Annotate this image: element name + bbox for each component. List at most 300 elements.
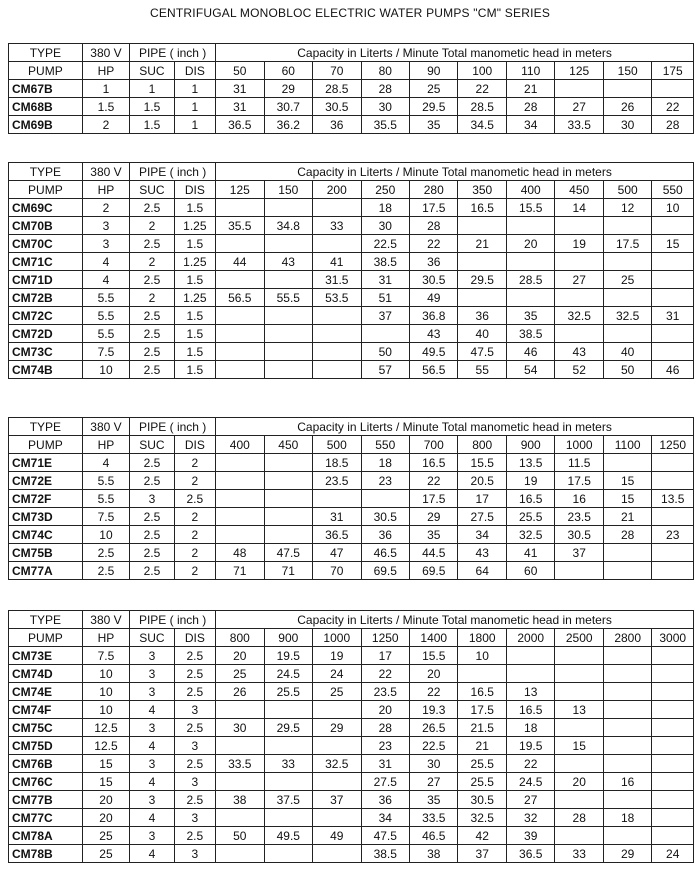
capacity-header: 50: [216, 62, 264, 80]
head-value-cell: [361, 325, 409, 343]
capacity-header: 150: [264, 181, 312, 199]
capacity-header: 90: [410, 62, 458, 80]
hp-cell: 3: [82, 217, 129, 235]
head-value-cell: 17.5: [410, 199, 458, 217]
head-value-cell: [216, 307, 264, 325]
head-value-cell: [652, 508, 694, 526]
suc-cell: 2.5: [130, 361, 174, 379]
suc-cell: 3: [130, 490, 174, 508]
model-cell: CM77A: [9, 562, 83, 580]
head-value-cell: 28.5: [313, 80, 361, 98]
head-value-cell: 33.5: [555, 116, 603, 134]
head-value-cell: [506, 665, 554, 683]
suc-cell: 3: [130, 665, 174, 683]
head-value-cell: 30.5: [410, 271, 458, 289]
dis-cell: 2.5: [174, 683, 215, 701]
head-value-cell: 23.5: [555, 508, 603, 526]
capacity-header: 80: [361, 62, 409, 80]
hp-cell: 4: [82, 253, 129, 271]
capacity-header: 125: [216, 181, 264, 199]
head-value-cell: [216, 845, 264, 863]
head-value-cell: 26: [216, 683, 264, 701]
head-value-cell: [652, 647, 694, 665]
dis-cell: 2: [174, 508, 215, 526]
dis-cell: 3: [174, 773, 215, 791]
dis-cell: 1.25: [174, 217, 215, 235]
table-row: [9, 665, 694, 683]
head-value-cell: [264, 361, 312, 379]
capacity-header: 900: [506, 436, 554, 454]
model-cell: CM75D: [9, 737, 83, 755]
header-row-2: [9, 629, 694, 647]
head-value-cell: [313, 361, 361, 379]
header-row-2: [9, 181, 694, 199]
model-cell: CM72E: [9, 472, 83, 490]
head-value-cell: [216, 271, 264, 289]
hp-cell: 7.5: [82, 508, 129, 526]
head-value-cell: 10: [652, 199, 694, 217]
head-value-cell: 27: [555, 271, 603, 289]
head-value-cell: 19: [555, 235, 603, 253]
head-value-cell: 30: [410, 755, 458, 773]
model-cell: CM72F: [9, 490, 83, 508]
capacity-header: 100: [458, 62, 506, 80]
hp-cell: 5.5: [82, 490, 129, 508]
head-value-cell: 41: [506, 544, 554, 562]
head-value-cell: [603, 562, 651, 580]
head-value-cell: [652, 343, 694, 361]
table-row: [9, 526, 694, 544]
head-value-cell: [555, 253, 603, 271]
head-value-cell: 46.5: [361, 544, 409, 562]
header-pipe: PIPE ( inch ): [130, 611, 216, 629]
hp-cell: 5.5: [82, 289, 129, 307]
head-value-cell: 32: [506, 809, 554, 827]
head-value-cell: 47.5: [264, 544, 312, 562]
head-value-cell: 20: [555, 773, 603, 791]
head-value-cell: 21: [458, 235, 506, 253]
table-row: [9, 289, 694, 307]
capacity-header: 450: [555, 181, 603, 199]
head-value-cell: 24.5: [506, 773, 554, 791]
dis-cell: 2.5: [174, 827, 215, 845]
head-value-cell: 49.5: [264, 827, 312, 845]
head-value-cell: 37: [313, 791, 361, 809]
head-value-cell: 38.5: [506, 325, 554, 343]
head-value-cell: [313, 701, 361, 719]
head-value-cell: 31: [361, 271, 409, 289]
head-value-cell: [506, 217, 554, 235]
head-value-cell: 49.5: [410, 343, 458, 361]
dis-cell: 2: [174, 562, 215, 580]
dis-cell: 2: [174, 544, 215, 562]
head-value-cell: 69.5: [410, 562, 458, 580]
table-row: [9, 472, 694, 490]
suc-cell: 3: [130, 755, 174, 773]
head-value-cell: 57: [361, 361, 409, 379]
head-value-cell: 33: [313, 217, 361, 235]
suc-cell: 4: [130, 737, 174, 755]
head-value-cell: 25.5: [458, 755, 506, 773]
head-value-cell: 30: [603, 116, 651, 134]
dis-cell: 2: [174, 526, 215, 544]
head-value-cell: 20: [410, 665, 458, 683]
model-cell: CM69C: [9, 199, 83, 217]
head-value-cell: 44.5: [410, 544, 458, 562]
header-row-1: [9, 163, 694, 181]
dis-cell: 1.25: [174, 289, 215, 307]
hp-cell: 4: [82, 454, 129, 472]
head-value-cell: 25: [216, 665, 264, 683]
head-value-cell: 19.3: [410, 701, 458, 719]
model-cell: CM71C: [9, 253, 83, 271]
hp-cell: 4: [82, 271, 129, 289]
hp-cell: 5.5: [82, 325, 129, 343]
head-value-cell: [216, 199, 264, 217]
head-value-cell: 19.5: [506, 737, 554, 755]
head-value-cell: 29.5: [264, 719, 312, 737]
head-value-cell: [652, 454, 694, 472]
model-cell: CM74F: [9, 701, 83, 719]
head-value-cell: 23.5: [313, 472, 361, 490]
head-value-cell: [652, 665, 694, 683]
head-value-cell: 35: [410, 526, 458, 544]
head-value-cell: [603, 544, 651, 562]
head-value-cell: 50: [361, 343, 409, 361]
head-value-cell: 11.5: [555, 454, 603, 472]
hp-cell: 2: [82, 116, 129, 134]
head-value-cell: 30.5: [313, 98, 361, 116]
table-row: [9, 791, 694, 809]
head-value-cell: 32.5: [603, 307, 651, 325]
header-hp: HP: [82, 181, 129, 199]
head-value-cell: 15: [555, 737, 603, 755]
head-value-cell: 29.5: [410, 98, 458, 116]
capacity-header: 800: [458, 436, 506, 454]
table-row: [9, 217, 694, 235]
head-value-cell: 28: [652, 116, 694, 134]
hp-cell: 12.5: [82, 719, 129, 737]
head-value-cell: 35: [410, 791, 458, 809]
model-cell: CM74D: [9, 665, 83, 683]
table-row: [9, 235, 694, 253]
head-value-cell: [603, 701, 651, 719]
capacity-header: 1400: [410, 629, 458, 647]
head-value-cell: [652, 544, 694, 562]
head-value-cell: 17.5: [603, 235, 651, 253]
hp-cell: 12.5: [82, 737, 129, 755]
head-value-cell: 18: [506, 719, 554, 737]
header-type: TYPE: [9, 44, 83, 62]
dis-cell: 3: [174, 809, 215, 827]
suc-cell: 1.5: [130, 116, 174, 134]
table-row: [9, 361, 694, 379]
table-row: [9, 253, 694, 271]
head-value-cell: 70: [313, 562, 361, 580]
model-cell: CM77C: [9, 809, 83, 827]
suc-cell: 2.5: [130, 235, 174, 253]
header-dis: DIS: [174, 62, 215, 80]
table-row: [9, 454, 694, 472]
hp-cell: 2.5: [82, 562, 129, 580]
head-value-cell: 46: [652, 361, 694, 379]
header-pump: PUMP: [9, 436, 83, 454]
head-value-cell: [603, 454, 651, 472]
head-value-cell: 18: [361, 199, 409, 217]
header-voltage: 380 V: [82, 611, 129, 629]
head-value-cell: [555, 647, 603, 665]
header-hp: HP: [82, 629, 129, 647]
dis-cell: 2.5: [174, 719, 215, 737]
head-value-cell: 22: [361, 665, 409, 683]
header-voltage: 380 V: [82, 418, 129, 436]
head-value-cell: [264, 325, 312, 343]
pump-table-3: [8, 417, 694, 580]
head-value-cell: 17.5: [458, 701, 506, 719]
head-value-cell: 16.5: [458, 199, 506, 217]
head-value-cell: 53.5: [313, 289, 361, 307]
head-value-cell: [555, 665, 603, 683]
hp-cell: 1.5: [82, 98, 129, 116]
head-value-cell: 49: [410, 289, 458, 307]
head-value-cell: 36.5: [313, 526, 361, 544]
head-value-cell: 21: [458, 737, 506, 755]
head-value-cell: 30.5: [458, 791, 506, 809]
head-value-cell: 36.2: [264, 116, 312, 134]
capacity-header: 175: [652, 62, 694, 80]
head-value-cell: 20.5: [458, 472, 506, 490]
table-row: [9, 827, 694, 845]
head-value-cell: 37: [555, 544, 603, 562]
head-value-cell: 25: [603, 271, 651, 289]
head-value-cell: 15: [603, 472, 651, 490]
head-value-cell: 37.5: [264, 791, 312, 809]
header-pump: PUMP: [9, 181, 83, 199]
head-value-cell: 22: [458, 80, 506, 98]
model-cell: CM73E: [9, 647, 83, 665]
dis-cell: 1.5: [174, 343, 215, 361]
head-value-cell: [216, 526, 264, 544]
head-value-cell: 18.5: [313, 454, 361, 472]
head-value-cell: 31.5: [313, 271, 361, 289]
suc-cell: 2.5: [130, 325, 174, 343]
header-capacity: Capacity in Literts / Minute Total manometic head in meters: [216, 418, 694, 436]
head-value-cell: [264, 271, 312, 289]
head-value-cell: 30: [361, 98, 409, 116]
dis-cell: 2.5: [174, 791, 215, 809]
head-value-cell: 21: [506, 80, 554, 98]
capacity-header: 1000: [555, 436, 603, 454]
table-row: [9, 773, 694, 791]
head-value-cell: 30.7: [264, 98, 312, 116]
hp-cell: 20: [82, 809, 129, 827]
head-value-cell: 37: [458, 845, 506, 863]
head-value-cell: 51: [361, 289, 409, 307]
head-value-cell: [216, 490, 264, 508]
hp-cell: 15: [82, 755, 129, 773]
suc-cell: 2.5: [130, 472, 174, 490]
head-value-cell: 29.5: [458, 271, 506, 289]
head-value-cell: 36: [361, 526, 409, 544]
dis-cell: 1.5: [174, 235, 215, 253]
header-pipe: PIPE ( inch ): [130, 163, 216, 181]
table-row: [9, 737, 694, 755]
hp-cell: 15: [82, 773, 129, 791]
head-value-cell: [313, 199, 361, 217]
head-value-cell: 21.5: [458, 719, 506, 737]
head-value-cell: [555, 755, 603, 773]
head-value-cell: [555, 719, 603, 737]
pump-table-4: [8, 610, 694, 863]
head-value-cell: 36.5: [216, 116, 264, 134]
header-row-1: [9, 418, 694, 436]
head-value-cell: 19.5: [264, 647, 312, 665]
head-value-cell: 43: [264, 253, 312, 271]
hp-cell: 7.5: [82, 647, 129, 665]
head-value-cell: [555, 683, 603, 701]
pump-table-1: [8, 43, 694, 134]
model-cell: CM71E: [9, 454, 83, 472]
capacity-header: 450: [264, 436, 312, 454]
head-value-cell: 18: [361, 454, 409, 472]
head-value-cell: 38.5: [361, 253, 409, 271]
hp-cell: 2: [82, 199, 129, 217]
hp-cell: 1: [82, 80, 129, 98]
head-value-cell: [652, 271, 694, 289]
dis-cell: 1.5: [174, 325, 215, 343]
head-value-cell: [264, 307, 312, 325]
head-value-cell: 32.5: [555, 307, 603, 325]
head-value-cell: [603, 217, 651, 235]
head-value-cell: 15.5: [458, 454, 506, 472]
head-value-cell: [458, 217, 506, 235]
head-value-cell: 32.5: [506, 526, 554, 544]
head-value-cell: 29: [410, 508, 458, 526]
suc-cell: 2.5: [130, 271, 174, 289]
head-value-cell: 22: [652, 98, 694, 116]
capacity-header: 2500: [555, 629, 603, 647]
model-cell: CM76C: [9, 773, 83, 791]
head-value-cell: [652, 325, 694, 343]
header-row-1: [9, 611, 694, 629]
hp-cell: 3: [82, 235, 129, 253]
hp-cell: 10: [82, 526, 129, 544]
table-row: [9, 98, 694, 116]
head-value-cell: 34: [361, 809, 409, 827]
head-value-cell: [361, 490, 409, 508]
dis-cell: 1: [174, 80, 215, 98]
head-value-cell: 21: [603, 508, 651, 526]
head-value-cell: 16.5: [506, 490, 554, 508]
head-value-cell: 13.5: [652, 490, 694, 508]
head-value-cell: 28: [603, 526, 651, 544]
capacity-header: 250: [361, 181, 409, 199]
head-value-cell: 30.5: [555, 526, 603, 544]
head-value-cell: [506, 647, 554, 665]
model-cell: CM75C: [9, 719, 83, 737]
model-cell: CM72D: [9, 325, 83, 343]
capacity-header: 3000: [652, 629, 694, 647]
capacity-header: 900: [264, 629, 312, 647]
model-cell: CM78A: [9, 827, 83, 845]
suc-cell: 3: [130, 719, 174, 737]
suc-cell: 2.5: [130, 526, 174, 544]
hp-cell: 25: [82, 845, 129, 863]
head-value-cell: 50: [603, 361, 651, 379]
head-value-cell: [555, 791, 603, 809]
head-value-cell: [216, 343, 264, 361]
model-cell: CM72B: [9, 289, 83, 307]
header-suc: SUC: [130, 436, 174, 454]
head-value-cell: 28: [506, 98, 554, 116]
header-suc: SUC: [130, 629, 174, 647]
head-value-cell: [264, 490, 312, 508]
head-value-cell: 22: [506, 755, 554, 773]
head-value-cell: 46: [506, 343, 554, 361]
head-value-cell: [603, 647, 651, 665]
table-row: [9, 755, 694, 773]
capacity-header: 125: [555, 62, 603, 80]
head-value-cell: [264, 701, 312, 719]
header-pipe: PIPE ( inch ): [130, 418, 216, 436]
head-value-cell: [264, 343, 312, 361]
head-value-cell: 31: [652, 307, 694, 325]
head-value-cell: [652, 773, 694, 791]
dis-cell: 2.5: [174, 665, 215, 683]
head-value-cell: 28: [555, 809, 603, 827]
head-value-cell: 29: [264, 80, 312, 98]
head-value-cell: 26.5: [410, 719, 458, 737]
head-value-cell: [603, 665, 651, 683]
suc-cell: 4: [130, 809, 174, 827]
model-cell: CM73D: [9, 508, 83, 526]
table-row: [9, 508, 694, 526]
hp-cell: 10: [82, 683, 129, 701]
suc-cell: 3: [130, 683, 174, 701]
head-value-cell: [264, 809, 312, 827]
table-row: [9, 845, 694, 863]
header-type: TYPE: [9, 611, 83, 629]
head-value-cell: 50: [216, 827, 264, 845]
head-value-cell: 27.5: [458, 508, 506, 526]
dis-cell: 1: [174, 98, 215, 116]
head-value-cell: [652, 683, 694, 701]
head-value-cell: 26: [603, 98, 651, 116]
head-value-cell: [216, 361, 264, 379]
model-cell: CM74E: [9, 683, 83, 701]
header-voltage: 380 V: [82, 44, 129, 62]
table-row: [9, 307, 694, 325]
capacity-header: 200: [313, 181, 361, 199]
dis-cell: 1.5: [174, 307, 215, 325]
head-value-cell: 19: [313, 647, 361, 665]
head-value-cell: [603, 755, 651, 773]
model-cell: CM70B: [9, 217, 83, 235]
head-value-cell: 31: [216, 98, 264, 116]
head-value-cell: 23: [361, 472, 409, 490]
pump-table-2: [8, 162, 694, 379]
dis-cell: 2: [174, 454, 215, 472]
header-capacity: Capacity in Literts / Minute Total manometic head in meters: [216, 163, 694, 181]
head-value-cell: [264, 508, 312, 526]
head-value-cell: [216, 809, 264, 827]
head-value-cell: 47.5: [361, 827, 409, 845]
head-value-cell: [506, 289, 554, 307]
hp-cell: 25: [82, 827, 129, 845]
head-value-cell: 12: [603, 199, 651, 217]
header-type: TYPE: [9, 418, 83, 436]
model-cell: CM74B: [9, 361, 83, 379]
